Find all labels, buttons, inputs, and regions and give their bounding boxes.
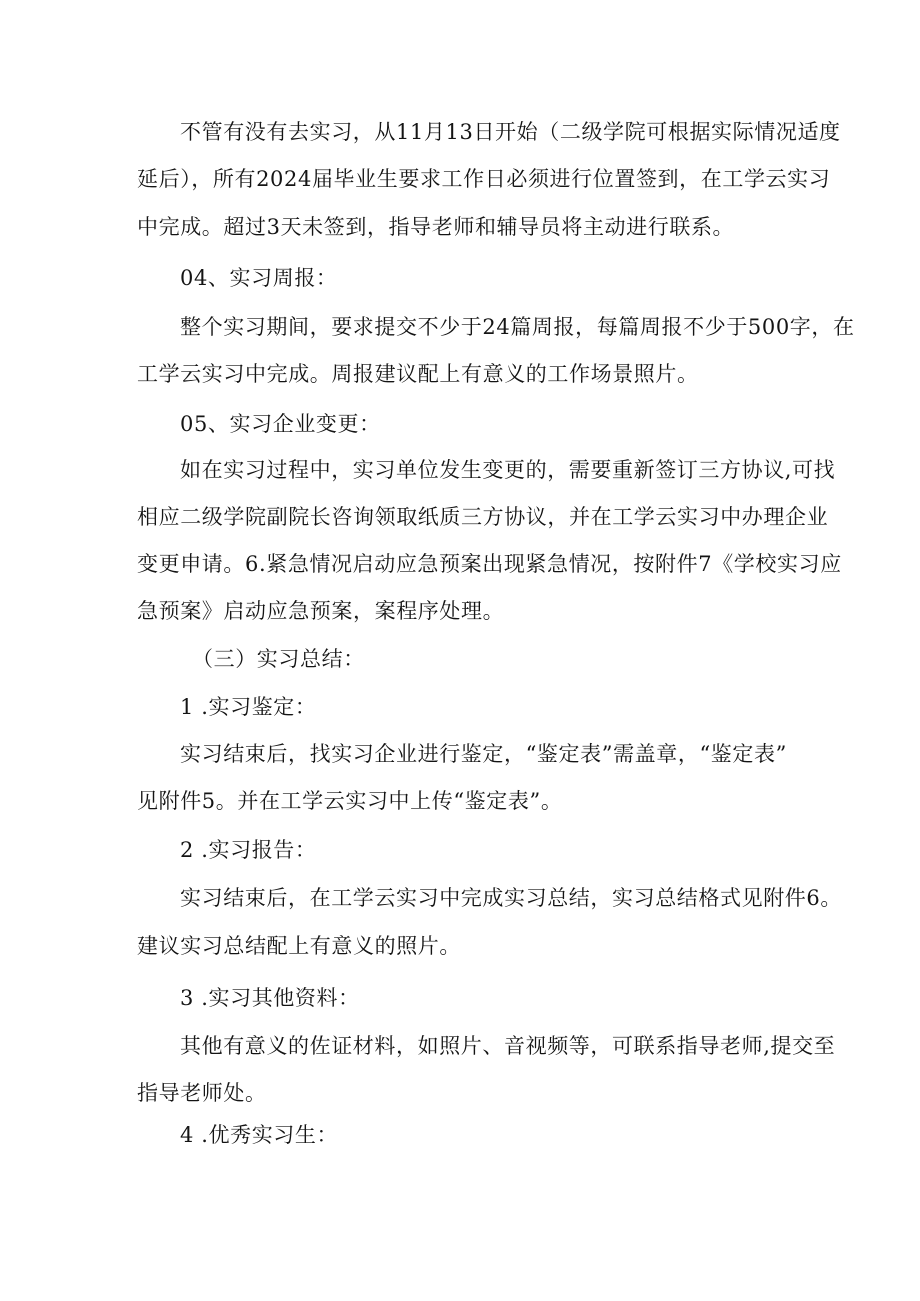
section-05-line-2: 相应二级学院副院长咨询领取纸质三方协议，并在工学云实习中办理企业 [137, 505, 829, 529]
section-three-heading: （三）实习总结： [192, 647, 365, 671]
section-04-line-1: 整个实习期间，要求提交不少于24篇周报，每篇周报不少于500字，在 [180, 315, 855, 339]
intro-line-2: 延后），所有2024届毕业生要求工作日必须进行位置签到，在工学云实习 [137, 167, 831, 191]
section-04-line-2: 工学云实习中完成。周报建议配上有意义的工作场景照片。 [137, 362, 699, 386]
item-1-line-2: 见附件5。并在工学云实习中上传“鉴定表”。 [137, 789, 563, 813]
item-1-heading: 1 .实习鉴定： [180, 695, 317, 719]
intro-line-3: 中完成。超过3天未签到，指导老师和辅导员将主动进行联系。 [137, 215, 735, 239]
item-4-heading: 4 .优秀实习生： [180, 1123, 339, 1147]
intro-line-1: 不管有没有去实习，从11月13日开始（二级学院可根据实际情况适度 [180, 120, 841, 144]
section-05-line-3: 变更申请。6.紧急情况启动应急预案出现紧急情况，按附件7《学校实习应 [137, 552, 842, 576]
section-05-line-4: 急预案》启动应急预案，案程序处理。 [137, 599, 505, 623]
item-2-line-2: 建议实习总结配上有意义的照片。 [137, 934, 461, 958]
item-2-heading: 2 .实习报告： [180, 838, 317, 862]
item-3-line-2: 指导老师处。 [137, 1081, 267, 1105]
item-2-line-1: 实习结束后，在工学云实习中完成实习总结，实习总结格式见附件6。 [180, 886, 842, 910]
section-05-heading: 05、实习企业变更： [180, 412, 381, 436]
item-3-heading: 3 .实习其他资料： [180, 986, 360, 1010]
item-3-line-1: 其他有意义的佐证材料，如照片、音视频等，可联系指导老师,提交至 [180, 1034, 836, 1058]
section-04-heading: 04、实习周报： [180, 266, 338, 290]
section-05-line-1: 如在实习过程中，实习单位发生变更的，需要重新签订三方协议,可找 [180, 458, 836, 482]
item-1-line-1: 实习结束后，找实习企业进行鉴定，“鉴定表”需盖章，“鉴定表” [180, 742, 787, 766]
